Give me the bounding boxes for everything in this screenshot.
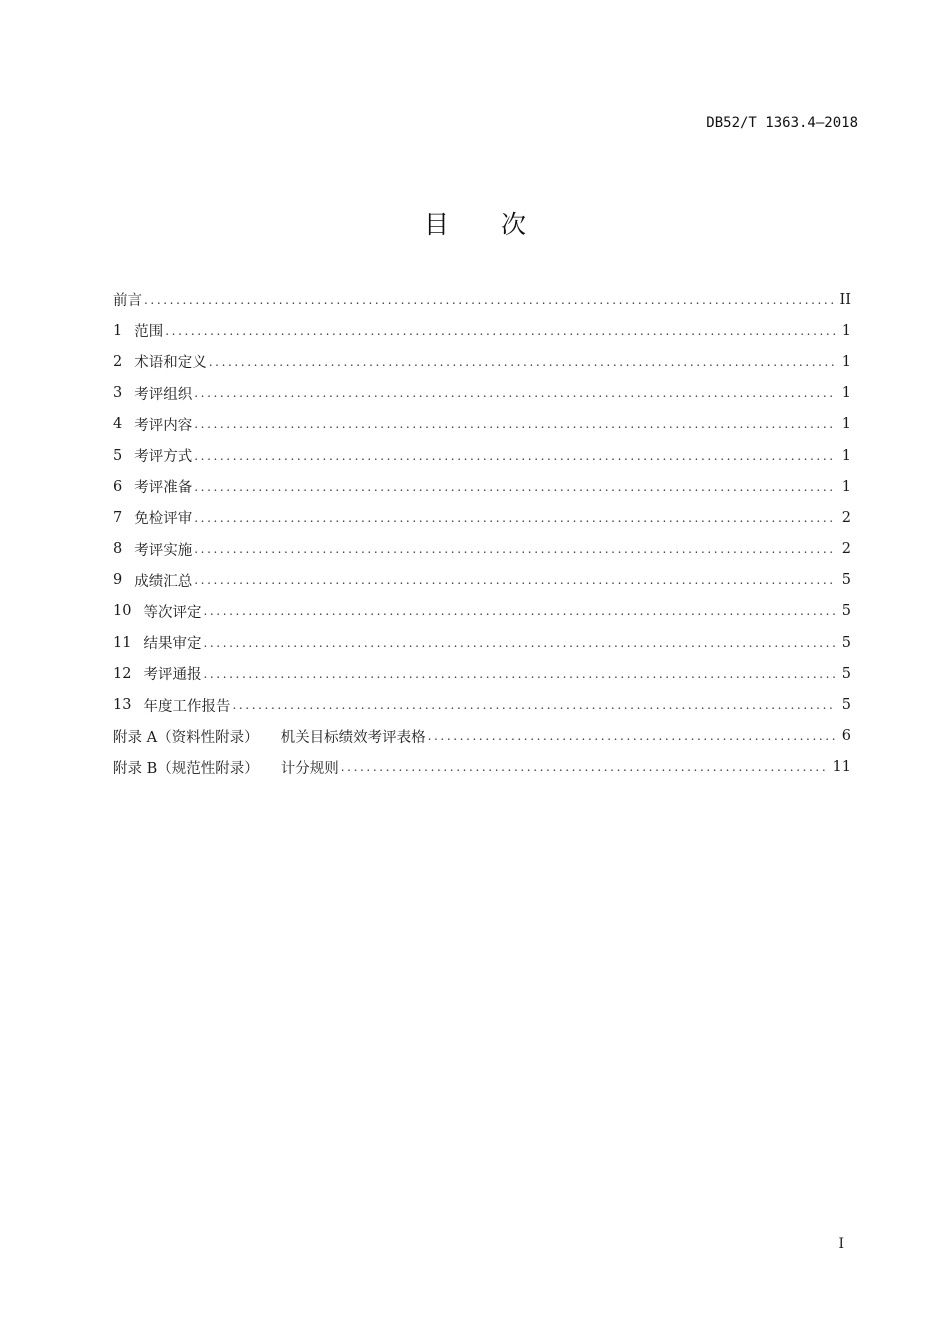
toc-entry-number: 8 bbox=[113, 541, 123, 558]
toc-entry-number: 3 bbox=[113, 385, 123, 402]
toc-page-number: 1 bbox=[841, 353, 851, 370]
toc-page-number: 6 bbox=[841, 728, 851, 745]
standard-code: DB52/T 1363.4—2018 bbox=[706, 115, 858, 131]
toc-entry-appendix-b[interactable] bbox=[113, 752, 851, 783]
toc-entry-8[interactable] bbox=[113, 534, 851, 565]
toc-entry-label: 年度工作报告 bbox=[143, 698, 231, 715]
toc-entry-label: 考评通报 bbox=[143, 667, 202, 684]
toc-entry-number: 2 bbox=[113, 353, 123, 370]
toc-dot-leader bbox=[209, 356, 835, 368]
toc-dot-leader bbox=[194, 450, 835, 462]
toc-page-number: 11 bbox=[832, 759, 851, 776]
toc-entry-label: 附录 A（资料性附录） bbox=[113, 729, 259, 746]
toc-entry-number: 4 bbox=[113, 416, 123, 433]
toc-page-number: 1 bbox=[841, 416, 851, 433]
toc-entry-number: 12 bbox=[113, 665, 132, 682]
toc-dot-leader bbox=[203, 637, 835, 649]
toc-entry-10[interactable] bbox=[113, 596, 851, 627]
toc-dot-leader bbox=[194, 418, 835, 430]
toc-entry-label: 免检评审 bbox=[134, 511, 193, 528]
toc-entry-label: 附录 B（规范性附录） bbox=[113, 760, 259, 777]
toc-page-number: 1 bbox=[841, 385, 851, 402]
toc-dot-leader bbox=[194, 512, 835, 524]
toc-entry-label: 术语和定义 bbox=[134, 355, 207, 372]
toc-page-number: 1 bbox=[841, 447, 851, 464]
toc-page-number: 2 bbox=[841, 509, 851, 526]
toc-page-number: 5 bbox=[841, 697, 851, 714]
toc-dot-leader bbox=[232, 699, 835, 711]
toc-entry-subtitle: 计分规则 bbox=[280, 760, 339, 777]
toc-page-number: 5 bbox=[841, 634, 851, 651]
toc-page-number: 1 bbox=[841, 322, 851, 339]
table-of-contents bbox=[113, 284, 851, 783]
toc-page-number: II bbox=[839, 291, 851, 308]
toc-page-number: 1 bbox=[841, 478, 851, 495]
toc-entry-label: 成绩汇总 bbox=[134, 573, 193, 590]
toc-dot-leader bbox=[203, 605, 835, 617]
page-number: I bbox=[838, 1236, 844, 1252]
toc-page-number: 5 bbox=[841, 572, 851, 589]
toc-entry-label: 前言 bbox=[113, 293, 142, 310]
toc-entry-9[interactable] bbox=[113, 565, 851, 596]
toc-entry-2[interactable] bbox=[113, 346, 851, 377]
toc-dot-leader bbox=[194, 543, 835, 555]
toc-entry-12[interactable] bbox=[113, 658, 851, 689]
page-title bbox=[0, 205, 950, 241]
toc-dot-leader bbox=[194, 387, 835, 399]
toc-entry-11[interactable] bbox=[113, 627, 851, 658]
toc-entry-number: 5 bbox=[113, 447, 123, 464]
toc-entry-6[interactable] bbox=[113, 471, 851, 502]
toc-entry-number: 7 bbox=[113, 509, 123, 526]
toc-dot-leader bbox=[341, 761, 827, 773]
toc-entry-label: 考评组织 bbox=[134, 386, 193, 403]
toc-entry-label: 结果审定 bbox=[143, 636, 202, 653]
toc-page-number: 5 bbox=[841, 665, 851, 682]
toc-dot-leader bbox=[428, 730, 835, 742]
toc-entry-label: 等次评定 bbox=[143, 604, 202, 621]
toc-entry-label: 考评方式 bbox=[134, 449, 193, 466]
toc-entry-label: 考评内容 bbox=[134, 417, 193, 434]
toc-entry-13[interactable] bbox=[113, 689, 851, 720]
toc-entry-7[interactable] bbox=[113, 502, 851, 533]
toc-entry-label: 考评准备 bbox=[134, 480, 193, 497]
toc-dot-leader bbox=[144, 294, 834, 306]
toc-entry-label: 考评实施 bbox=[134, 542, 193, 559]
toc-page-number: 2 bbox=[841, 541, 851, 558]
toc-entry-3[interactable] bbox=[113, 378, 851, 409]
toc-entry-number: 11 bbox=[113, 634, 132, 651]
toc-entry-4[interactable] bbox=[113, 409, 851, 440]
toc-dot-leader bbox=[194, 574, 835, 586]
toc-dot-leader bbox=[194, 481, 835, 493]
toc-dot-leader bbox=[165, 325, 835, 337]
toc-entry-label: 范围 bbox=[134, 324, 164, 341]
toc-entry-subtitle: 机关目标绩效考评表格 bbox=[280, 729, 426, 746]
toc-entry-number: 10 bbox=[113, 603, 132, 620]
toc-entry-number: 9 bbox=[113, 572, 123, 589]
toc-dot-leader bbox=[203, 668, 835, 680]
toc-page-number: 5 bbox=[841, 603, 851, 620]
toc-entry-number: 6 bbox=[113, 478, 123, 495]
toc-entry-5[interactable] bbox=[113, 440, 851, 471]
toc-entry-1[interactable] bbox=[113, 315, 851, 346]
title-char-1: 目 bbox=[423, 210, 449, 239]
toc-entry-foreword[interactable] bbox=[113, 284, 851, 315]
title-char-2: 次 bbox=[501, 210, 527, 239]
toc-entry-appendix-a[interactable] bbox=[113, 721, 851, 752]
toc-entry-number: 1 bbox=[113, 322, 123, 339]
toc-entry-number: 13 bbox=[113, 697, 132, 714]
